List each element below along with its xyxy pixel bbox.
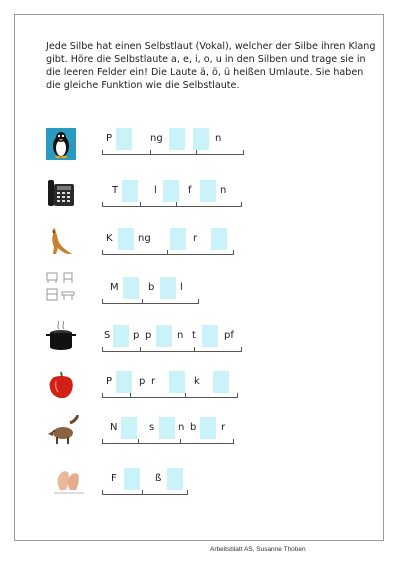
letter: t — [192, 330, 196, 341]
letter: P — [106, 133, 113, 144]
letter: n — [177, 330, 184, 341]
vowel-blank[interactable] — [118, 228, 134, 250]
vowel-blank[interactable] — [200, 417, 216, 439]
vowel-blank[interactable] — [211, 228, 227, 250]
syllable-line — [102, 206, 242, 207]
vowel-blank[interactable] — [160, 277, 176, 299]
vowel-blank[interactable] — [122, 180, 138, 202]
letter: s — [149, 422, 155, 433]
letter: ng — [150, 133, 163, 144]
letter: S — [104, 330, 111, 341]
word-row-pot — [0, 325, 400, 365]
letter: F — [111, 473, 117, 484]
syllable-line — [102, 351, 242, 352]
furniture-icon — [46, 271, 76, 303]
letter: l — [180, 282, 183, 293]
syllable-line — [102, 154, 244, 155]
footer-credit: Arbeitsblatt AS, Susanne Thoben — [210, 546, 306, 553]
vowel-blank[interactable] — [156, 325, 172, 347]
vowel-blank[interactable] — [202, 325, 218, 347]
syllable-line — [102, 303, 199, 304]
word-row-kangaroo — [0, 228, 400, 268]
syllable-line — [102, 494, 188, 495]
letter: pf — [224, 330, 234, 341]
letter: p — [145, 330, 152, 341]
vowel-blank[interactable] — [213, 371, 229, 393]
letter: k — [194, 376, 200, 387]
pepper-icon — [46, 369, 76, 401]
letter: b — [148, 282, 155, 293]
letter: r — [221, 422, 226, 433]
vowel-blank[interactable] — [169, 128, 185, 150]
kangaroo-icon — [46, 226, 76, 258]
letter: n — [220, 185, 227, 196]
word-row-pepper — [0, 371, 400, 411]
vowel-blank[interactable] — [170, 228, 186, 250]
vowel-blank[interactable] — [163, 180, 179, 202]
coati-icon — [46, 415, 80, 447]
letter: b — [190, 422, 197, 433]
letter: M — [110, 282, 119, 293]
letter: r — [193, 233, 198, 244]
letter: n — [178, 422, 185, 433]
syllable-line — [102, 443, 234, 444]
pot-icon — [46, 319, 76, 351]
vowel-blank[interactable] — [167, 468, 183, 490]
vowel-blank[interactable] — [193, 128, 209, 150]
vowel-blank[interactable] — [200, 180, 216, 202]
vowel-blank[interactable] — [169, 371, 185, 393]
word-row-telephone — [0, 180, 400, 220]
word-row-penguin — [0, 128, 400, 168]
telephone-icon — [46, 178, 76, 210]
letter: p — [133, 330, 140, 341]
feet-icon — [46, 464, 92, 496]
vowel-blank[interactable] — [121, 417, 137, 439]
word-row-furniture — [0, 277, 400, 317]
penguin-icon — [46, 128, 76, 160]
instructions-text: Jede Silbe hat einen Selbstlaut (Vokal), welcher der Silbe ihren Klang gibt. Höre die Selbstlaute a, e, i, o, u in den Silben und trage sie in die leeren Felder ein! Die Laute ä, ö, ü heißen Umlaute. Sie haben die gleiche Funktion wie die Selbstlaute. — [46, 41, 376, 91]
letter: ß — [155, 473, 162, 484]
letter: N — [110, 422, 118, 433]
vowel-blank[interactable] — [116, 371, 132, 393]
vowel-blank[interactable] — [124, 468, 140, 490]
syllable-line — [102, 254, 234, 255]
letter: r — [151, 376, 156, 387]
letter: P — [106, 376, 113, 387]
letter: n — [215, 133, 222, 144]
letter: ng — [138, 233, 151, 244]
letter: T — [112, 185, 119, 196]
vowel-blank[interactable] — [116, 128, 132, 150]
word-row-coati — [0, 417, 400, 457]
vowel-blank[interactable] — [113, 325, 129, 347]
letter: p — [139, 376, 146, 387]
vowel-blank[interactable] — [159, 417, 175, 439]
vowel-blank[interactable] — [123, 277, 139, 299]
word-row-feet — [0, 468, 400, 508]
letter: f — [188, 185, 192, 196]
syllable-line — [102, 397, 238, 398]
letter: K — [106, 233, 113, 244]
letter: l — [154, 185, 157, 196]
